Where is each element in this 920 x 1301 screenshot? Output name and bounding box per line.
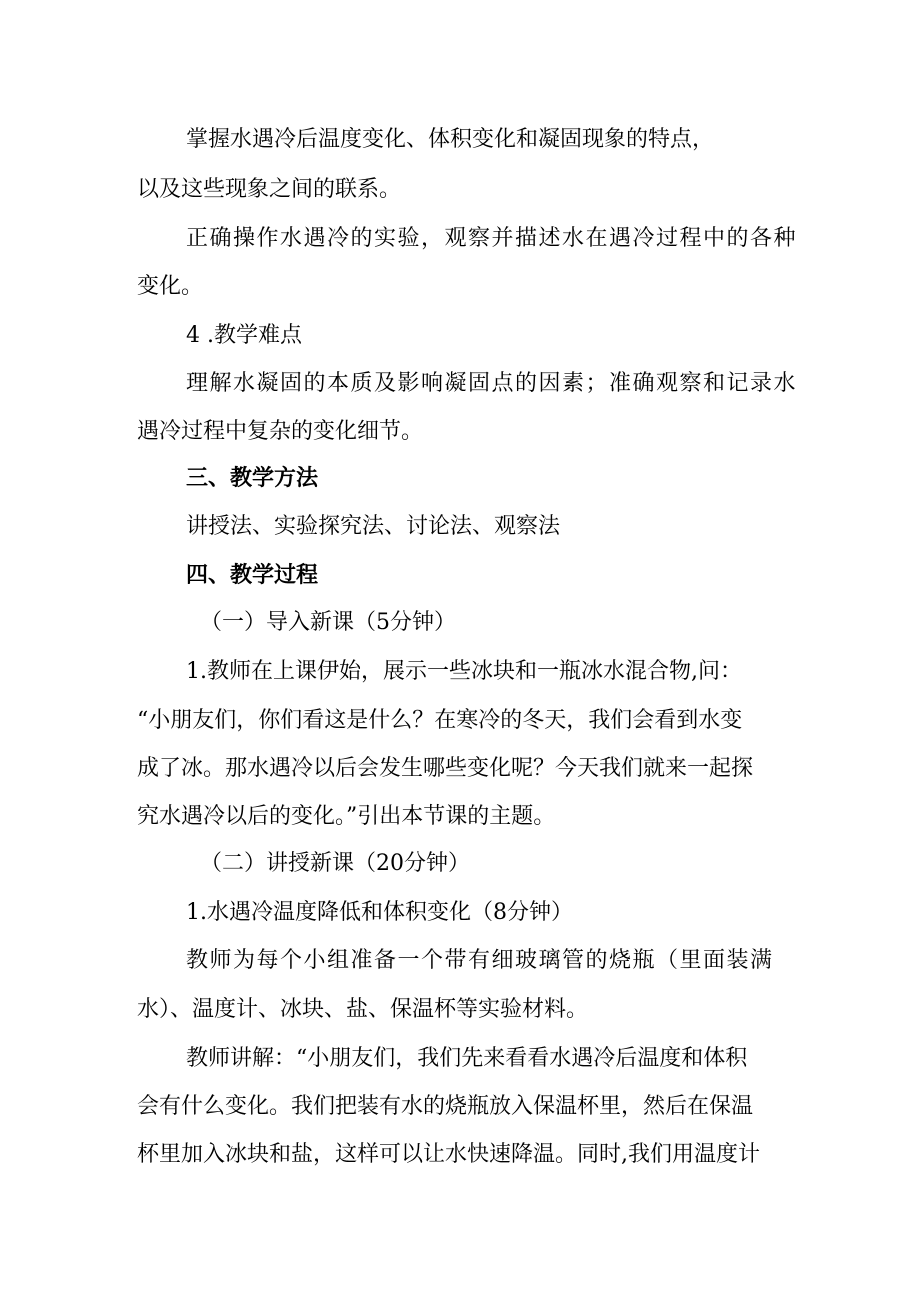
- subsection-heading: （二）讲授新课（20分钟）: [200, 851, 470, 876]
- paragraph-line: 会有什么变化。我们把装有水的烧瓶放入保温杯里，然后在保温: [137, 1094, 754, 1119]
- paragraph-line: 教师为每个小组准备一个带有细玻璃管的烧瓶（里面装满: [186, 948, 774, 973]
- paragraph-line: 成了冰。那水遇冷以后会发生哪些变化呢？今天我们就来一起探: [137, 756, 754, 781]
- paragraph-line: 教师讲解：“小朋友们，我们先来看看水遇冷后温度和体积: [186, 1046, 748, 1071]
- paragraph-line: 正确操作水遇冷的实验，观察并描述水在遇冷过程中的各种: [186, 226, 798, 251]
- paragraph-line: “小朋友们，你们看这是什么？在寒冷的冬天，我们会看到水变: [137, 708, 743, 733]
- section-heading-methods: 三、教学方法: [186, 466, 319, 491]
- subsection-heading: （一）导入新课（5分钟）: [200, 610, 456, 635]
- paragraph-line: 理解水凝固的本质及影响凝固点的因素；准确观察和记录水: [186, 371, 798, 396]
- paragraph-line: 1.教师在上课伊始，展示一些冰块和一瓶冰水混合物,问：: [186, 659, 742, 684]
- paragraph-line: 水）、温度计、冰块、盐、保温杯等实验材料。: [137, 997, 589, 1022]
- paragraph-line: 掌握水遇冷后温度变化、体积变化和凝固现象的特点，: [186, 127, 715, 152]
- paragraph-line: 杯里加入冰块和盐，这样可以让水快速降温。同时,我们用温度计: [137, 1142, 760, 1167]
- section-heading-process: 四、教学过程: [186, 563, 319, 588]
- paragraph-line: 讲授法、实验探究法、讨论法、观察法: [186, 514, 561, 539]
- subsection-heading: 4 .教学难点: [186, 323, 302, 348]
- paragraph-line: 究水遇冷以后的变化。”引出本节课的主题。: [137, 804, 556, 829]
- paragraph-line: 遇冷过程中复杂的变化细节。: [137, 419, 424, 444]
- paragraph-line: 以及这些现象之间的联系。: [137, 177, 402, 202]
- subsection-heading: 1.水遇冷温度降低和体积变化（8分钟）: [186, 900, 573, 925]
- paragraph-line: 变化。: [137, 274, 204, 299]
